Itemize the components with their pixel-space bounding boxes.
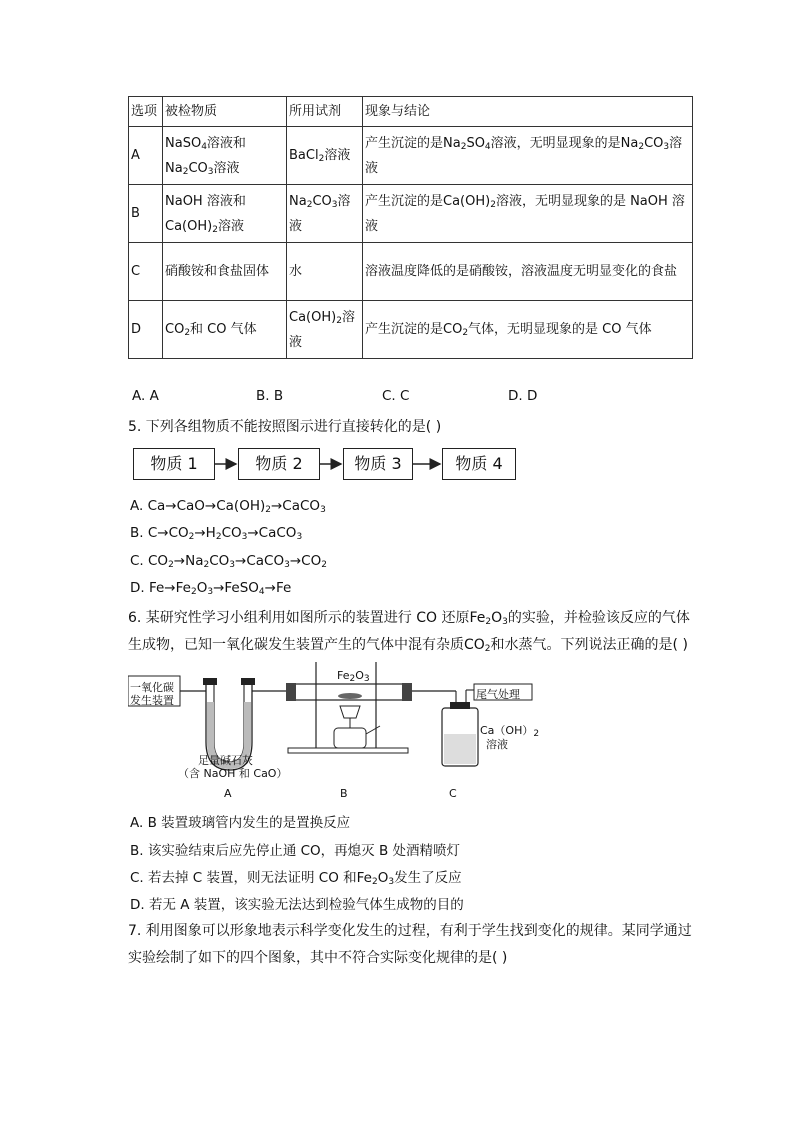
q6-option-c[interactable]: C. 若去掉 C 装置，则无法证明 CO 和$Fe_2O_3$发生了反应: [130, 870, 462, 887]
table-header-cell: 所用试剂: [287, 97, 363, 127]
q4-option-c[interactable]: C. C: [382, 388, 410, 404]
table-cell-result: 产生沉淀的是$Na_2SO_4$溶液，无明显现象的是$Na_2CO_3$溶液: [363, 127, 693, 185]
apparatus-label-c: C: [449, 787, 457, 800]
generator-label-line2: 发生装置: [130, 694, 174, 707]
fe2o3-label: $Fe_2O_3$: [337, 669, 370, 684]
table-cell-substance: $CO_2$和 CO 气体: [163, 301, 287, 359]
flow-box-4: 物质 4: [442, 448, 516, 480]
flow-box-2: 物质 2: [238, 448, 320, 480]
flow-arrows: [0, 0, 794, 500]
q5-option-d[interactable]: D. $Fe\to Fe_2O_3\to FeSO_4\to Fe$: [130, 580, 292, 597]
soda-lime-label-line1: 足量碱石灰: [198, 754, 253, 767]
table-cell-substance: 硝酸铵和食盐固体: [163, 243, 287, 301]
table-cell-reagent: $Na_2CO_3$溶液: [287, 185, 363, 243]
q4-option-d[interactable]: D. D: [508, 388, 538, 404]
q6-option-a[interactable]: A. B 装置玻璃管内发生的是置换反应: [130, 815, 351, 831]
apparatus-label-a: A: [224, 787, 232, 800]
q7-stem-line1: 7. 利用图象可以形象地表示科学变化发生的过程，有利于学生找到变化的规律。某同学通过: [128, 923, 692, 939]
table-header-cell: 现象与结论: [363, 97, 693, 127]
generator-label-line1: 一氧化碳: [130, 681, 174, 694]
table-cell-option: D: [129, 301, 163, 359]
q5-option-b[interactable]: B. $C\to CO_2\to H_2CO_3\to CaCO_3$: [130, 525, 303, 542]
q6-stem-line1: 6. 某研究性学习小组利用如图所示的装置进行 CO 还原$Fe_2O_3$的实验，并检验该反应的气体: [128, 610, 690, 627]
table-cell-option: B: [129, 185, 163, 243]
table-cell-reagent: BaCl$_2$溶液: [287, 127, 363, 185]
table-cell-result: 产生沉淀的是$CO_2$气体，无明显现象的是 CO 气体: [363, 301, 693, 359]
table-cell-option: A: [129, 127, 163, 185]
table-cell-reagent: 水: [287, 243, 363, 301]
q5-stem: 5. 下列各组物质不能按照图示进行直接转化的是( ): [128, 419, 442, 435]
table-cell-result: 溶液温度降低的是硝酸铵，溶液温度无明显变化的食盐: [363, 243, 693, 301]
q6-option-b[interactable]: B. 该实验结束后应先停止通 CO，再熄灭 B 处酒精喷灯: [130, 843, 461, 859]
flow-box-1: 物质 1: [133, 448, 215, 480]
apparatus-label-b: B: [340, 787, 348, 800]
table-cell-reagent: $Ca(OH)_2$溶液: [287, 301, 363, 359]
table-cell-substance: NaOH 溶液和$Ca(OH)_2$溶液: [163, 185, 287, 243]
table-header-cell: 选项: [129, 97, 163, 127]
table-header-cell: 被检物质: [163, 97, 287, 127]
table-cell-substance: NaSO$_4$溶液和$Na_2CO_3$溶液: [163, 127, 287, 185]
q5-option-c[interactable]: C. $CO_2\to Na_2CO_3\to CaCO_3\to CO_2$: [130, 553, 327, 570]
tail-gas-label: 尾气处理: [476, 688, 520, 701]
q4-option-a[interactable]: A. A: [132, 388, 159, 404]
limewater-label-line1: $Ca(OH)_2$: [480, 724, 540, 739]
q4-option-b[interactable]: B. B: [256, 388, 284, 404]
q6-stem-line2: 生成物，已知一氧化碳发生装置产生的气体中混有杂质$CO_2$和水蒸气。下列说法正确的是( ): [128, 637, 688, 654]
flow-box-3: 物质 3: [343, 448, 413, 480]
limewater-label-line2: 溶液: [486, 738, 508, 751]
q6-option-d[interactable]: D. 若无 A 装置，该实验无法达到检验气体生成物的目的: [130, 897, 464, 913]
q7-stem-line2: 实验绘制了如下的四个图象，其中不符合实际变化规律的是( ): [128, 950, 508, 966]
table-cell-option: C: [129, 243, 163, 301]
table-cell-result: 产生沉淀的是$Ca(OH)_2$溶液，无明显现象的是 NaOH 溶液: [363, 185, 693, 243]
q5-option-a[interactable]: A. $Ca\to CaO\to Ca(OH)_2\to CaCO_3$: [130, 498, 326, 515]
soda-lime-label-line2: （含 NaOH 和 CaO）: [178, 767, 288, 780]
